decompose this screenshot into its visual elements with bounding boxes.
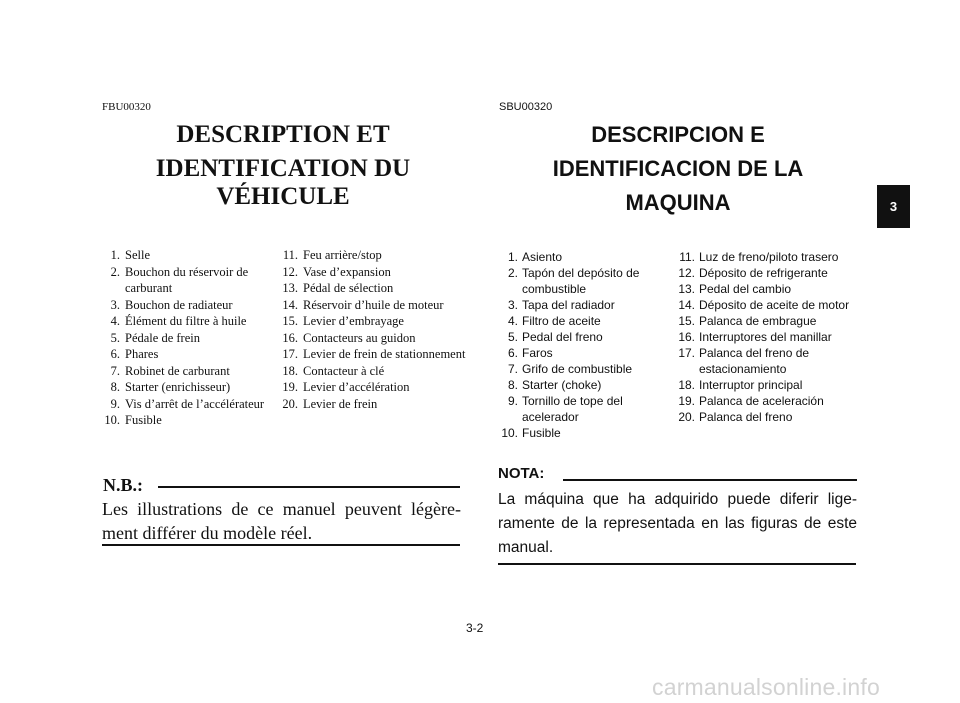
list-item: 8. Starter (choke) — [507, 378, 602, 392]
list-item: 16. Interruptores del manillar — [678, 330, 832, 344]
list-item: 14. Réservoir d’huile de moteur — [282, 297, 444, 312]
list-item: 9. Vis d’arrêt de l’accélérateur — [110, 396, 265, 411]
list-item: 1. Asiento — [507, 250, 563, 264]
spanish-note-text: La máquina que ha adquirido puede diferir lige-ramente de la representada en las figuras de este manual. — [498, 491, 857, 556]
list-item: 11. Feu arrière/stop — [282, 248, 382, 262]
list-item: 16. Contacteurs au guidon — [282, 330, 416, 345]
list-item: 2. Tapón del depósito de combustible — [507, 266, 640, 296]
list-item: 3. Bouchon de radiateur — [110, 297, 233, 312]
list-item: 17. Levier de frein de stationnement — [282, 347, 466, 361]
list-item: 7. Grifo de combustible — [507, 362, 633, 376]
list-item: 6. Faros — [507, 346, 553, 360]
watermark: carmanualsonline.info — [652, 674, 880, 700]
french-section-code: FBU00320 — [102, 101, 151, 113]
spanish-section-code: SBU00320 — [499, 101, 553, 113]
list-item: 5. Pédale de frein — [110, 330, 200, 345]
list-item: 1. Selle — [110, 248, 150, 262]
list-item: 19. Levier d’accélération — [282, 380, 410, 394]
list-item: 13. Pédal de sélection — [282, 281, 394, 295]
spanish-title — [498, 118, 858, 220]
page-number: 3-2 — [466, 621, 484, 635]
french-note-heading: N.B.: — [103, 475, 143, 495]
list-item: 17. Palanca del freno de estacionamiento — [678, 346, 810, 376]
list-item: 5. Pedal del freno — [507, 330, 603, 344]
french-note-bottom-rule — [102, 544, 460, 546]
french-title-line: IDENTIFICATION DU — [155, 155, 411, 182]
list-item: 3. Tapa del radiador — [507, 298, 615, 312]
spanish-parts-list-right — [677, 249, 867, 425]
list-item: 4. Élément du filtre à huile — [110, 314, 247, 328]
list-item: 4. Filtro de aceite — [507, 314, 601, 328]
list-item: 11. Luz de freno/piloto trasero — [679, 250, 839, 264]
spanish-note-heading: NOTA: — [498, 465, 545, 482]
french-parts-list-right — [278, 247, 468, 412]
list-item: 20. Palanca del freno — [678, 410, 793, 424]
list-item: 10. Fusible — [104, 413, 162, 427]
list-item: 2. Bouchon du réservoir de carburant — [110, 264, 249, 295]
list-item: 9. Tornillo de tope del acelerador — [507, 394, 623, 424]
spanish-parts-list-left — [500, 249, 676, 441]
french-title-line: VÉHICULE — [216, 183, 350, 210]
chapter-tab: 3 — [877, 185, 910, 228]
list-item: 14. Déposito de aceite de motor — [678, 298, 850, 312]
list-item: 12. Vase d’expansion — [282, 264, 391, 279]
french-note-text: Les illustrations de ce manuel peuvent légère-ment différer du modèle réel. — [102, 499, 461, 543]
list-item: 8. Starter (enrichisseur) — [110, 380, 231, 394]
list-item: 19. Palanca de aceleración — [678, 394, 824, 408]
list-item: 20. Levier de frein — [282, 396, 378, 411]
list-item: 7. Robinet de carburant — [110, 363, 230, 378]
spanish-note-bottom-rule — [498, 563, 856, 565]
list-item: 12. Déposito de refrigerante — [678, 266, 828, 280]
french-title — [100, 118, 466, 208]
list-item: 10. Fusible — [501, 426, 561, 440]
list-item: 6. Phares — [110, 347, 159, 361]
french-title-line: DESCRIPTION ET — [176, 121, 390, 148]
french-parts-list-left — [100, 247, 278, 429]
spanish-title-line: DESCRIPCION E — [591, 122, 765, 147]
list-item: 18. Contacteur à clé — [282, 363, 385, 378]
spanish-title-line: IDENTIFICACION DE LA — [552, 156, 804, 181]
list-item: 15. Palanca de embrague — [678, 314, 817, 328]
list-item: 15. Levier d’embrayage — [282, 314, 404, 328]
list-item: 18. Interruptor principal — [678, 378, 803, 392]
spanish-title-line: MAQUINA — [625, 190, 731, 215]
french-note-top-rule — [158, 486, 460, 488]
list-item: 13. Pedal del cambio — [678, 282, 792, 296]
spanish-note-top-rule — [563, 479, 857, 481]
